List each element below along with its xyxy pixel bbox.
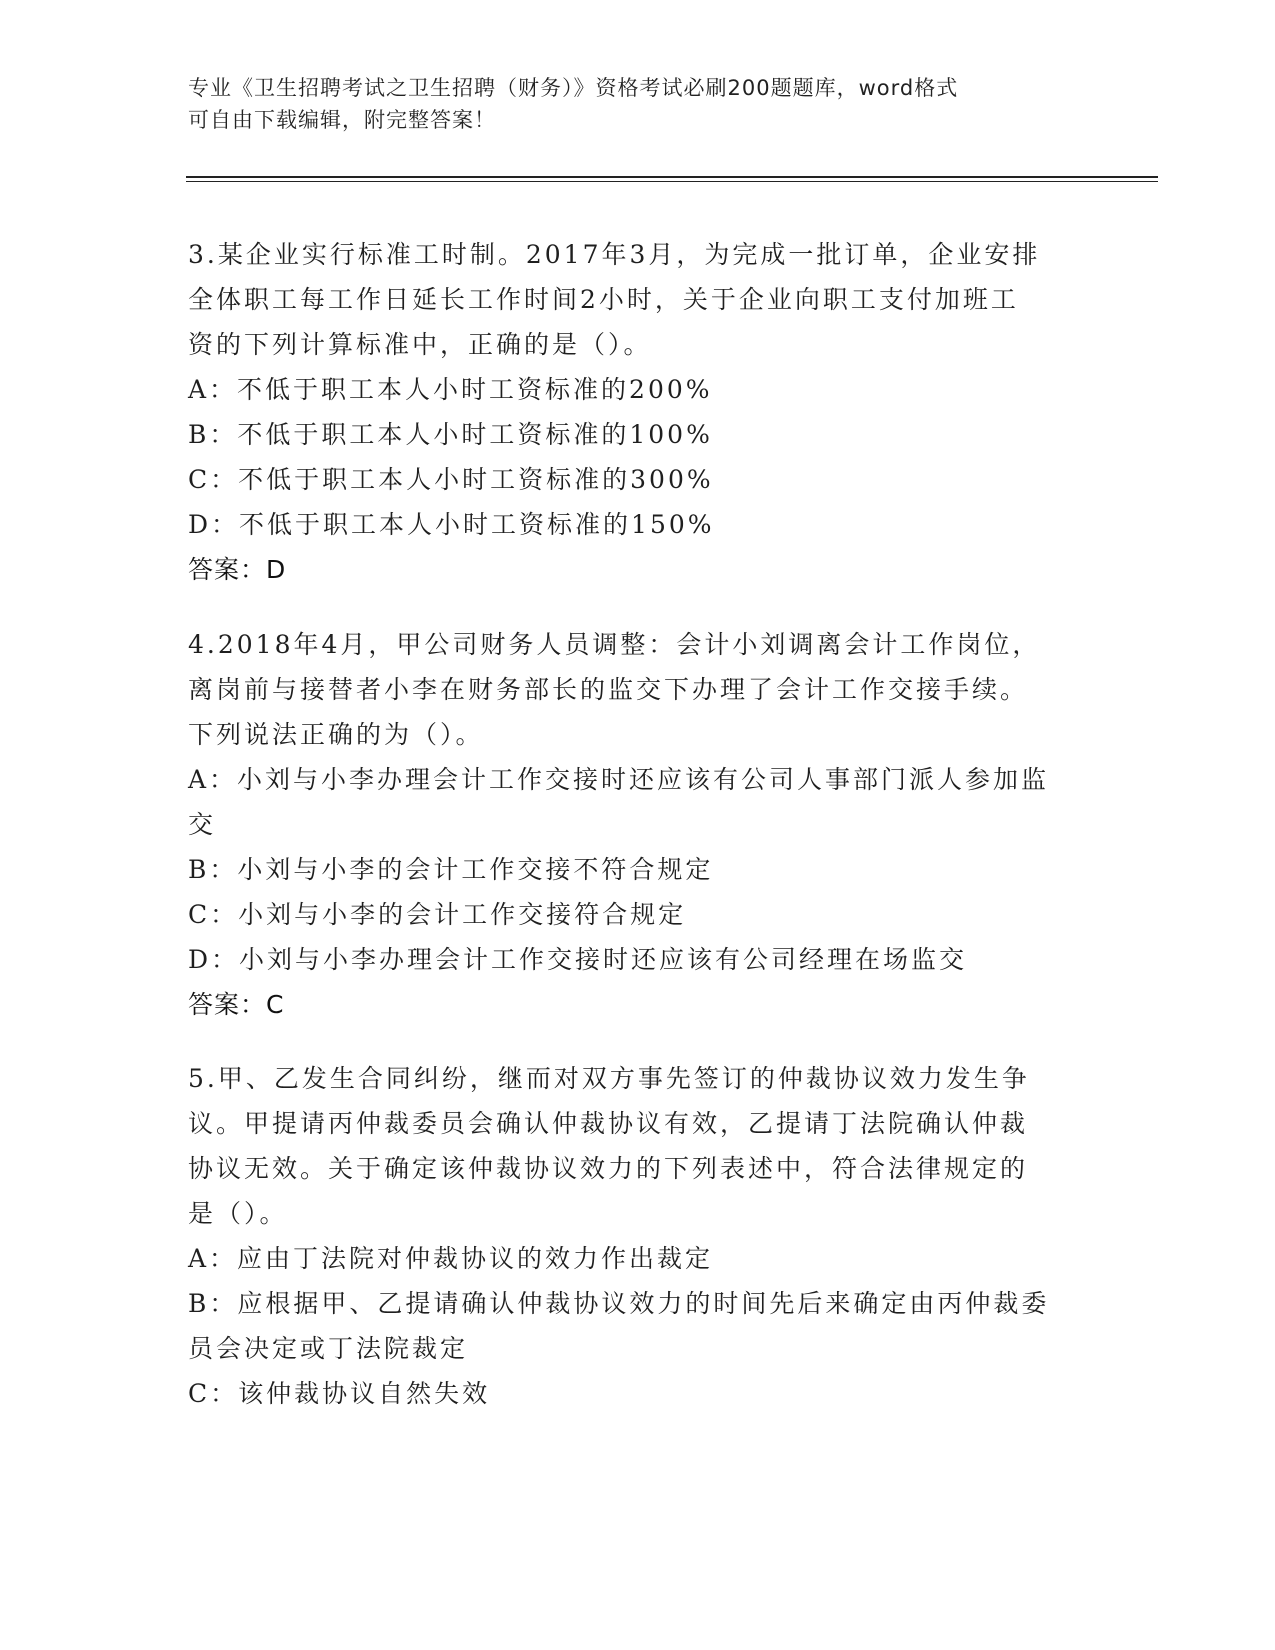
- question-text-line: 下列说法正确的为（）。: [188, 720, 484, 749]
- answer-line: 答案：D: [188, 555, 287, 584]
- option-b: B：不低于职工本人小时工资标准的100%: [188, 420, 713, 449]
- question-text-line: 议。甲提请丙仲裁委员会确认仲裁协议有效，乙提请丁法院确认仲裁: [188, 1109, 1029, 1138]
- header-line-2: 可自由下载编辑，附完整答案！: [188, 108, 496, 132]
- option-b: B：小刘与小李的会计工作交接不符合规定: [188, 855, 714, 884]
- question-5: [188, 1056, 1088, 1416]
- option-a-continued: 交: [188, 810, 217, 839]
- question-4: [188, 622, 1088, 1027]
- option-c: C：不低于职工本人小时工资标准的300%: [188, 465, 714, 494]
- question-text-line: 离岗前与接替者小李在财务部长的监交下办理了会计工作交接手续。: [188, 675, 1029, 704]
- option-a: A：不低于职工本人小时工资标准的200%: [188, 375, 713, 404]
- question-text-line: 5.甲、乙发生合同纠纷，继而对双方事先签订的仲裁协议效力发生争: [188, 1064, 1030, 1093]
- question-text-line: 4.2018年4月，甲公司财务人员调整：会计小刘调离会计工作岗位，: [188, 630, 1041, 659]
- header-divider-thin: [186, 181, 1158, 182]
- question-3: [188, 232, 1088, 592]
- answer-line: 答案：C: [188, 990, 285, 1019]
- question-text-line: 协议无效。关于确定该仲裁协议效力的下列表述中，符合法律规定的: [188, 1154, 1029, 1183]
- option-b: B：应根据甲、乙提请确认仲裁协议效力的时间先后来确定由丙仲裁委: [188, 1289, 1050, 1318]
- option-a: A：应由丁法院对仲裁协议的效力作出裁定: [188, 1244, 714, 1273]
- question-text-line: 3.某企业实行标准工时制。2017年3月，为完成一批订单，企业安排: [188, 240, 1041, 269]
- option-d: D：不低于职工本人小时工资标准的150%: [188, 510, 715, 539]
- question-text-line: 资的下列计算标准中，正确的是（）。: [188, 330, 652, 359]
- question-text-line: 全体职工每工作日延长工作时间2小时，关于企业向职工支付加班工: [188, 285, 1019, 314]
- option-d: D：小刘与小李办理会计工作交接时还应该有公司经理在场监交: [188, 945, 968, 974]
- header-line-1: 专业《卫生招聘考试之卫生招聘（财务）》资格考试必刷200题题库，word格式: [188, 76, 959, 100]
- header-divider-thick: [186, 176, 1158, 178]
- option-a: A：小刘与小李办理会计工作交接时还应该有公司人事部门派人参加监: [188, 765, 1050, 794]
- document-header: [188, 72, 1088, 136]
- option-c: C：该仲裁协议自然失效: [188, 1379, 491, 1408]
- question-text-line: 是（）。: [188, 1199, 288, 1228]
- option-c: C：小刘与小李的会计工作交接符合规定: [188, 900, 687, 929]
- option-b-continued: 员会决定或丁法院裁定: [188, 1334, 469, 1363]
